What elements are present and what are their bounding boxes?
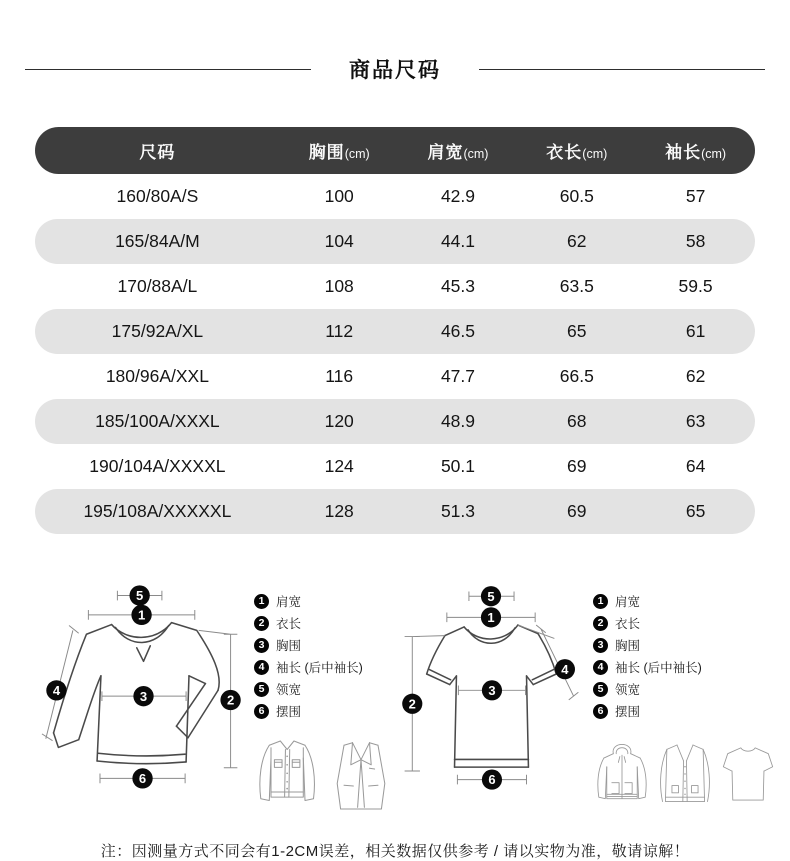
legend-label: 摆围 [615, 705, 641, 719]
legend-item [254, 680, 395, 698]
value-cell: 120 [324, 411, 354, 431]
column-header [636, 138, 755, 163]
measurement-legend [593, 592, 777, 720]
short-sleeve-tshirt-diagram-icon [395, 580, 587, 792]
legend-label: 袖长 (后中袖长) [615, 661, 702, 675]
table-row [35, 219, 755, 264]
legend-label: 胸围 [615, 639, 641, 653]
legend-number-badge: 5 [593, 682, 608, 697]
table-header-row [35, 127, 755, 174]
diagram-block-right [395, 580, 777, 822]
legend-item [593, 680, 777, 698]
column-label: 尺码 [139, 143, 176, 162]
table-row [35, 489, 755, 534]
column-unit: (cm) [701, 147, 727, 161]
blazer-icon [327, 728, 395, 822]
legend-item [593, 636, 777, 654]
value-cell: 63.5 [559, 276, 594, 296]
value-cell: 59.5 [678, 276, 713, 296]
value-cell: 108 [324, 276, 354, 296]
value-cell: 63 [685, 411, 706, 431]
value-cell: 58 [685, 231, 706, 251]
value-cell: 50.1 [440, 456, 476, 476]
column-label: 袖长 [665, 143, 702, 162]
size-table-body [35, 174, 755, 534]
legend-label: 胸围 [276, 639, 302, 653]
marker-hem: 6 [488, 772, 496, 788]
legend-number-badge: 2 [593, 616, 608, 631]
hoodie-icon [593, 728, 651, 820]
value-cell: 66.5 [559, 366, 594, 386]
legend-item [593, 614, 777, 632]
legend-label: 袖长 (后中袖长) [276, 661, 363, 675]
legend-wrap-left [254, 580, 395, 822]
column-label: 衣长 [546, 143, 583, 162]
table-row [35, 264, 755, 309]
marker-chest: 3 [488, 682, 496, 698]
size-cell: 195/108A/XXXXXL [83, 501, 232, 521]
legend-number-badge: 6 [593, 704, 608, 719]
legend-number-badge: 6 [254, 704, 269, 719]
value-cell: 64 [685, 456, 706, 476]
table-row [35, 174, 755, 219]
measurement-diagrams [0, 580, 790, 822]
table-row [35, 444, 755, 489]
measurement-note: 注：因测量方式不同会有1-2CM误差，相关数据仅供参考 / 请以实物为准，敬请谅解！ [100, 843, 690, 860]
value-cell: 62 [685, 366, 706, 386]
marker-collar: 5 [136, 588, 144, 604]
marker-collar: 5 [487, 588, 495, 604]
legend-label: 肩宽 [615, 595, 641, 609]
column-label: 胸围 [308, 143, 345, 162]
value-cell: 47.7 [440, 366, 476, 386]
legend-item [254, 636, 395, 654]
value-cell: 48.9 [440, 411, 476, 431]
garment-thumbnails-left [254, 728, 395, 822]
marker-shoulder: 1 [137, 607, 146, 623]
value-cell: 128 [324, 501, 354, 521]
value-cell: 42.9 [440, 186, 476, 206]
table-row [35, 354, 755, 399]
legend-label: 肩宽 [276, 595, 302, 609]
table-row [35, 309, 755, 354]
size-cell: 185/100A/XXXL [95, 411, 220, 431]
legend-number-badge: 4 [254, 660, 269, 675]
legend-wrap-right [593, 580, 777, 822]
value-cell: 61 [685, 321, 706, 341]
column-header [399, 138, 518, 163]
marker-length: 2 [226, 692, 235, 708]
value-cell: 124 [324, 456, 354, 476]
title-divider-left [25, 69, 311, 70]
legend-number-badge: 2 [254, 616, 269, 631]
size-cell: 180/96A/XXL [105, 366, 209, 386]
size-table [35, 127, 755, 534]
legend-label: 领宽 [615, 683, 641, 697]
marker-sleeve: 4 [52, 682, 61, 698]
value-cell: 104 [324, 231, 354, 251]
legend-label: 衣长 [276, 617, 302, 631]
column-header [280, 138, 399, 163]
title-divider-right [479, 69, 765, 70]
column-unit: (cm) [344, 147, 370, 161]
value-cell: 65 [567, 321, 587, 341]
legend-label: 摆围 [276, 705, 302, 719]
legend-item [593, 592, 777, 610]
marker-hem: 6 [138, 771, 147, 787]
size-cell: 165/84A/M [115, 231, 200, 251]
legend-number-badge: 1 [254, 594, 269, 609]
title-row [0, 0, 790, 84]
diagram-block-left [40, 580, 395, 822]
legend-number-badge: 3 [254, 638, 269, 653]
measurement-legend [254, 592, 395, 720]
size-cell: 190/104A/XXXXL [89, 456, 226, 476]
legend-item [593, 702, 777, 720]
legend-number-badge: 1 [593, 594, 608, 609]
column-header [517, 138, 636, 163]
marker-shoulder: 1 [487, 609, 495, 625]
legend-item [254, 658, 395, 676]
size-cell: 175/92A/XL [111, 321, 204, 341]
garment-thumbnails-right [593, 728, 777, 820]
value-cell: 46.5 [440, 321, 476, 341]
legend-number-badge: 3 [593, 638, 608, 653]
marker-length: 2 [408, 696, 416, 712]
legend-item [254, 614, 395, 632]
marker-sleeve: 4 [561, 661, 569, 677]
cardigan-icon [656, 728, 714, 820]
value-cell: 45.3 [440, 276, 476, 296]
legend-number-badge: 5 [254, 682, 269, 697]
legend-label: 衣长 [615, 617, 641, 631]
value-cell: 62 [567, 231, 587, 251]
legend-item [254, 592, 395, 610]
value-cell: 100 [324, 186, 354, 206]
value-cell: 69 [567, 501, 587, 521]
table-row [35, 399, 755, 444]
value-cell: 68 [567, 411, 587, 431]
size-cell: 170/88A/L [117, 276, 198, 296]
denim-jacket-icon [254, 728, 322, 822]
page-title: 商品尺码 [349, 59, 441, 82]
legend-item [254, 702, 395, 720]
legend-item [593, 658, 777, 676]
size-cell: 160/80A/S [116, 186, 199, 206]
value-cell: 112 [325, 321, 354, 341]
value-cell: 69 [567, 456, 587, 476]
legend-label: 领宽 [276, 683, 302, 697]
marker-chest: 3 [139, 688, 148, 704]
column-unit: (cm) [463, 147, 489, 161]
value-cell: 116 [325, 366, 354, 386]
column-label: 肩宽 [427, 143, 464, 162]
value-cell: 65 [685, 501, 706, 521]
legend-number-badge: 4 [593, 660, 608, 675]
column-unit: (cm) [582, 147, 608, 161]
diagram-markers [46, 585, 240, 788]
column-header [35, 138, 280, 163]
value-cell: 44.1 [440, 231, 476, 251]
value-cell: 57 [685, 186, 706, 206]
value-cell: 51.3 [440, 501, 476, 521]
value-cell: 60.5 [559, 186, 594, 206]
t-shirt-icon [719, 728, 777, 820]
long-sleeve-sweatshirt-diagram-icon [40, 580, 248, 792]
